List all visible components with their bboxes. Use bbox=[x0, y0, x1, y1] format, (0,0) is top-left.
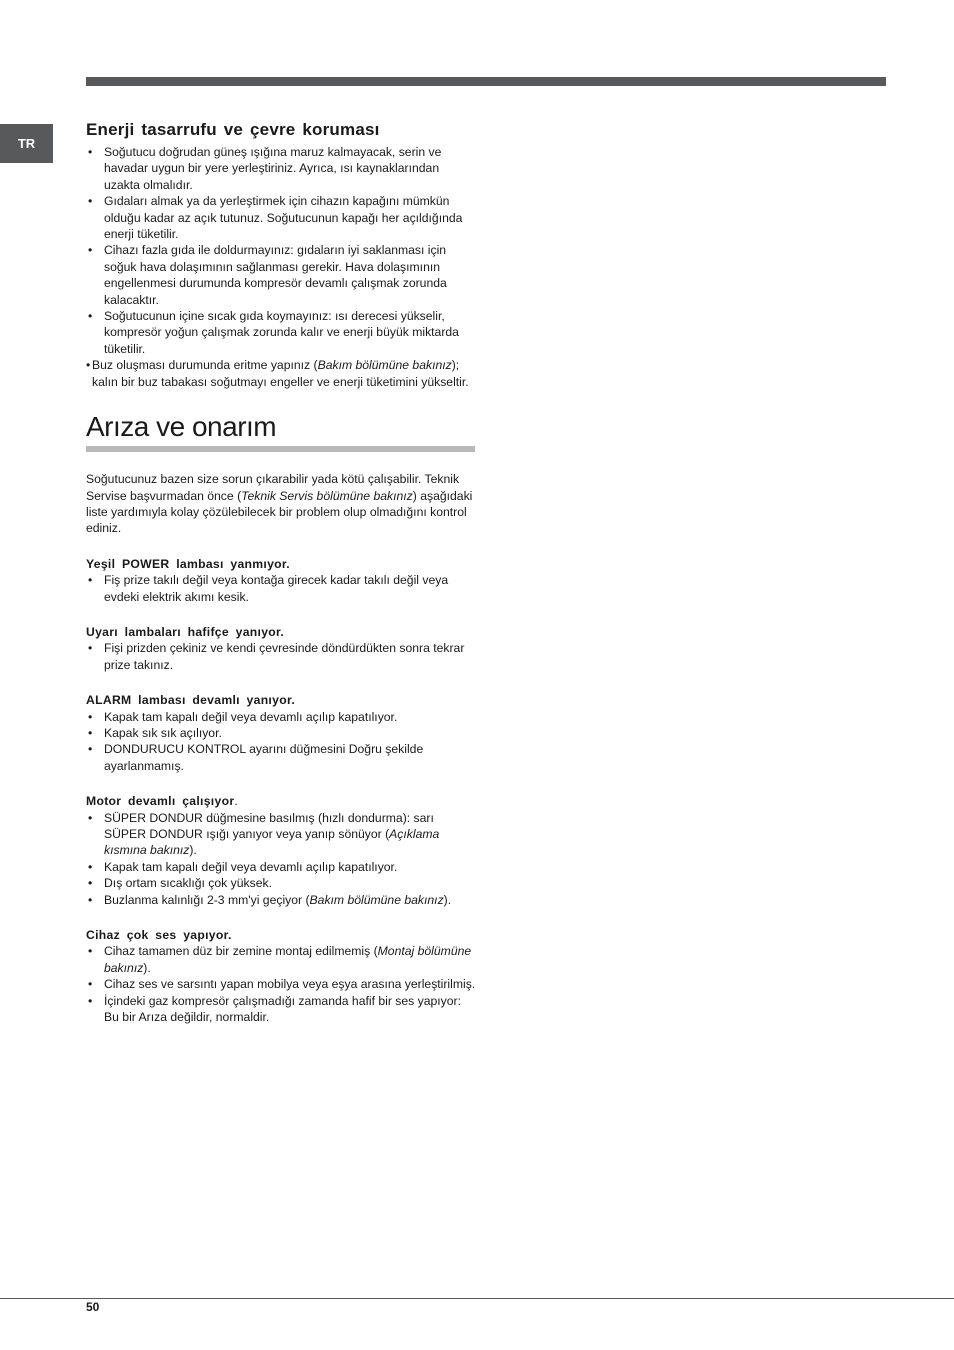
motor-heading: Motor devamlı çalışıyor. bbox=[86, 794, 239, 809]
list-item: • Kapak sık sık açılıyor. bbox=[86, 725, 478, 741]
header-rule bbox=[86, 77, 886, 86]
list-item: • Buzlanma kalınlığı 2-3 mm'yi geçiyor (Bakım bölümüne bakınız). bbox=[86, 892, 478, 908]
list-item: • Soğutucunun içine sıcak gıda koymayınız: ısı derecesi yükselir, kompresör yoğun çalışmak zorunda kalır ve enerji büyük miktarda tüketilir. bbox=[86, 308, 478, 357]
title-rule bbox=[86, 446, 475, 452]
list-item: • SÜPER DONDUR düğmesine basılmış (hızlı dondurma): sarı SÜPER DONDUR ışığı yanıyor veya yanıp sönüyor (Açıklama kısmına bakınız). bbox=[86, 810, 478, 859]
motor-list bbox=[86, 810, 478, 908]
list-item: • Kapak tam kapalı değil veya devamlı açılıp kapatılıyor. bbox=[86, 859, 478, 875]
noise-list bbox=[86, 943, 478, 1025]
page-number: 50 bbox=[86, 1300, 100, 1314]
list-item: • Cihaz ses ve sarsıntı yapan mobilya veya eşya arasına yerleştirilmiş. bbox=[86, 976, 478, 992]
list-item: • Kapak tam kapalı değil veya devamlı açılıp kapatılıyor. bbox=[86, 709, 478, 725]
list-item: • Dış ortam sıcaklığı çok yüksek. bbox=[86, 875, 478, 891]
power-list bbox=[86, 572, 478, 605]
list-item: • Soğutucu doğrudan güneş ışığına maruz kalmayacak, serin ve havadar uygun bir yere yerleştiriniz. Ayrıca, ısı kaynaklarından uzakta olmalıdır. bbox=[86, 144, 478, 193]
intro-paragraph: Soğutucunuz bazen size sorun çıkarabilir yada kötü çalışabilir. Teknik Servise başvurmadan önce (Teknik Servis bölümüne bakınız) aşağıdaki liste yardımıyla kolay çözülebilecek bir problem olup olmadığını kontrol ediniz. bbox=[86, 472, 473, 536]
energy-list bbox=[86, 144, 478, 390]
main-content bbox=[86, 120, 478, 1025]
list-item: • DONDURUCU KONTROL ayarını düğmesini Doğru şekilde ayarlanmamış. bbox=[86, 741, 478, 774]
list-item: • Fişi prizden çekiniz ve kendi çevresinde döndürdükten sonra tekrar prize takınız. bbox=[86, 640, 478, 673]
list-item: • Buz oluşması durumunda eritme yapınız (Bakım bölümüne bakınız); kalın bir buz tabakası soğutmayı engeller ve enerji tüketimini yükseltir. bbox=[86, 357, 478, 390]
list-item: • Cihazı fazla gıda ile doldurmayınız: gıdaların iyi saklanması için soğuk hava dolaşımının sağlanması gerekir. Hava dolaşımının engellenmesi durumunda kompresör devamlı çalışmak zorunda kalacaktır. bbox=[86, 242, 478, 308]
list-item: • Fiş prize takılı değil veya kontağa girecek kadar takılı değil veya evdeki elektrik akımı kesik. bbox=[86, 572, 478, 605]
warning-heading: Uyarı lambaları hafifçe yanıyor. bbox=[86, 624, 285, 639]
chapter-title: Arıza ve onarım bbox=[86, 411, 277, 443]
noise-heading: Cihaz çok ses yapıyor. bbox=[86, 928, 232, 943]
warning-list bbox=[86, 640, 478, 673]
list-item: • Cihaz tamamen düz bir zemine montaj edilmemiş (Montaj bölümüne bakınız). bbox=[86, 943, 478, 976]
list-item: • Gıdaları almak ya da yerleştirmek için cihazın kapağını mümkün olduğu kadar az açık tutunuz. Soğutucunun kapağı her açıldığında enerji tüketilir. bbox=[86, 193, 478, 242]
power-heading: Yeşil POWER lambası yanmıyor. bbox=[86, 556, 290, 571]
energy-heading: Enerji tasarrufu ve çevre koruması bbox=[86, 120, 380, 139]
footer-rule bbox=[0, 1298, 954, 1299]
language-tab: TR bbox=[0, 124, 53, 163]
alarm-heading: ALARM lambası devamlı yanıyor. bbox=[86, 693, 295, 708]
alarm-list bbox=[86, 709, 478, 775]
list-item: • İçindeki gaz kompresör çalışmadığı zamanda hafif bir ses yapıyor: Bu bir Arıza değildir, normaldir. bbox=[86, 993, 478, 1026]
